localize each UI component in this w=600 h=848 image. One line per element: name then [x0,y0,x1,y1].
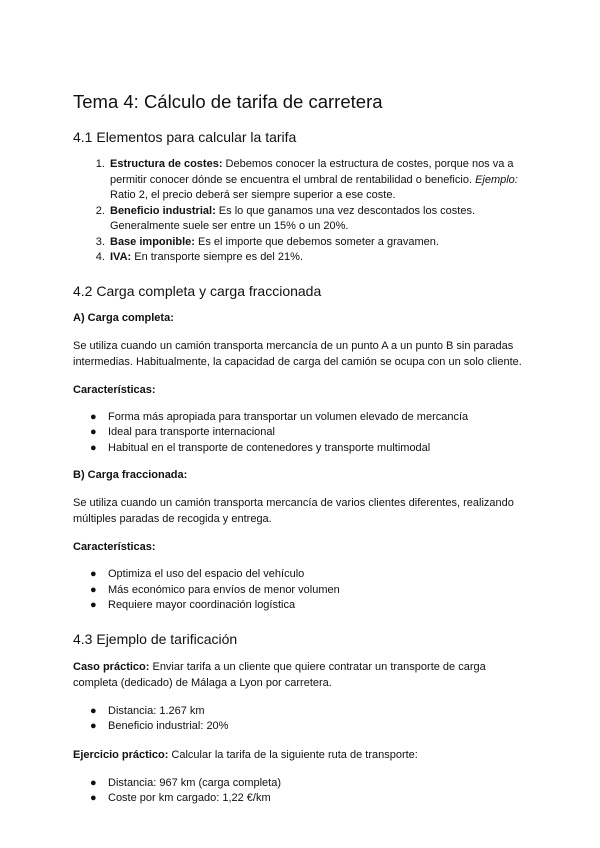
list-item [90,598,533,614]
list-item-text: Beneficio industrial: 20% [108,720,229,732]
section-heading-4-1: 4.1 Elementos para calcular la tarifa [73,129,297,145]
list-item [90,583,533,599]
list-item [90,704,533,720]
exercise-paragraph [73,747,533,763]
item-text: En transporte siempre es del 21%. [131,251,303,263]
characteristics-heading: Características: [73,383,156,396]
list-item-text: Más económico para envíos de menor volumen [108,583,340,596]
list-item [90,425,533,441]
subsection-heading-a: A) Carga completa: [73,311,174,324]
item-text: Es el importe que debemos someter a gravamen. [194,235,439,248]
paragraph: Se utiliza cuando un camión transporta mercancía de un punto A a un punto B sin paradas intermedias. Habitualmente, la capacidad de carga del camión se ocupa con un solo cliente. [73,339,522,368]
document-content [73,90,533,819]
bullet-icon: ● [90,792,97,804]
exercise-list [73,776,533,807]
bullet-icon: ● [90,583,97,596]
document-title: Tema 4: Cálculo de tarifa de carretera [73,91,383,112]
list-item [90,410,533,426]
subsection-heading-b: B) Carga fraccionada: [73,469,188,481]
item-label: Base imponible: [110,235,195,248]
list-item [108,235,533,251]
case-paragraph [73,659,533,691]
list-item [90,441,533,457]
characteristics-list [73,567,533,614]
characteristics-list [73,410,533,457]
section-heading-4-2: 4.2 Carga completa y carga fraccionada [73,282,322,299]
characteristics-heading: Características: [73,541,156,553]
list-item-text: Requiere mayor coordinación logística [108,599,296,611]
list-item-text: Habitual en el transporte de contenedores y transporte multimodal [108,441,431,454]
bullet-icon: ● [90,704,97,717]
item-label: Beneficio industrial: [110,204,216,217]
paragraph: Se utiliza cuando un camión transporta mercancía de varios clientes diferentes, realizando múltiples paradas de recogida y entrega. [73,497,514,525]
bullet-icon: ● [90,599,97,611]
case-text: Enviar tarifa a un cliente que quiere contratar un transporte de carga completa (dedicado) de Málaga a Lyon por carretera. [73,660,486,689]
bullet-icon: ● [90,568,97,580]
example-label: Ejemplo: [475,173,518,186]
item-text: Es lo que ganamos una vez descontados los costes. Generalmente suele ser entre un 15% o un 20%. [110,204,476,232]
case-label: Caso práctico: [73,660,150,673]
list-item [90,791,533,807]
bullet-icon: ● [90,776,97,789]
list-item-text: Distancia: 1.267 km [108,704,205,717]
item-text: Debemos conocer la estructura de costes, porque nos va a permitir conocer dónde se encuentra el umbral de rentabilidad o beneficio. [110,158,514,186]
item-label: IVA: [110,251,132,263]
cost-elements-list [73,157,533,266]
bullet-icon: ● [90,426,97,438]
bullet-icon: ● [90,720,97,732]
bullet-icon: ● [90,410,97,423]
section-heading-4-3: 4.3 Ejemplo de tarificación [73,630,238,647]
list-item [108,250,533,266]
list-item-text: Coste por km cargado: 1,22 €/km [108,792,271,804]
list-item-text: Forma más apropiada para transportar un volumen elevado de mercancía [108,410,469,423]
list-item [90,776,533,792]
bullet-icon: ● [90,441,97,454]
list-item [108,204,533,235]
exercise-label: Ejercicio práctico: [73,748,169,761]
list-item [90,567,533,583]
item-text: Ratio 2, el precio deberá ser siempre superior a ese coste. [110,189,396,201]
list-item-text: Distancia: 967 km (carga completa) [108,776,282,789]
list-item [108,157,533,204]
list-item [90,719,533,735]
list-item-text: Optimiza el uso del espacio del vehículo [108,568,305,580]
list-item-text: Ideal para transporte internacional [108,426,275,438]
exercise-text: Calcular la tarifa de la siguiente ruta de transporte: [168,748,418,761]
case-list [73,704,533,735]
item-label: Estructura de costes: [110,158,223,170]
